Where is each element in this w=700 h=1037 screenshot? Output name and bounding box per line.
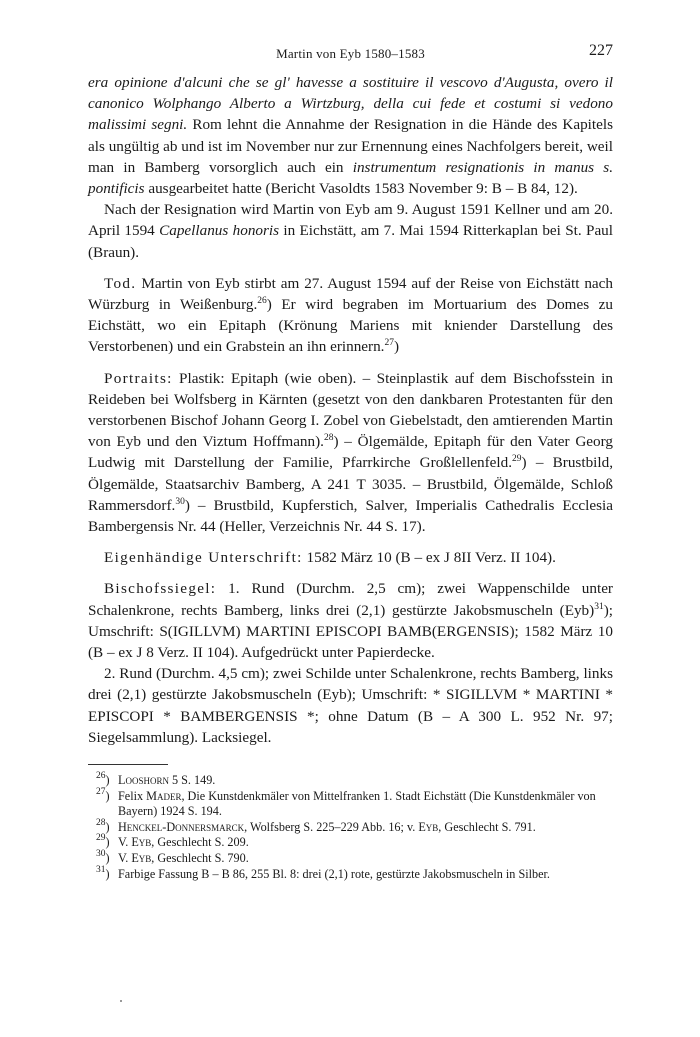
paragraph-text: 2. Rund (Durchm. 4,5 cm); zwei Schilde unter Schalenkrone, rechts Bamberg, links drei (2,1) gestürzte Jakobsmuscheln (Eyb); Umschrift: * SIGILLVM * MARTINI * EPISCOPI * BAMBERGENSIS *; ohne Datum (B – A 300 L. 952 Nr. 97; Siegelsammlung). Lacksiegel. — [88, 665, 613, 746]
paragraph-text: in Eichstätt, am 7. Mai 1594 Ritterkaplan bei St. Paul (Braun). — [88, 222, 614, 261]
footnote-27: $^{27}$) Felix Mader, Die Kunstdenkmäler von Mittelfranken 1. Stadt Eichstätt (Die Kunstdenkmäler von Bayern) 1924 S. 194. — [96, 786, 596, 819]
footnote-number: 28 — [96, 817, 106, 828]
paragraph-seal-1 — [88, 578, 613, 663]
section-label-portraits: Portraits: — [104, 369, 173, 387]
footnote-text: , Wolfsberg S. 225–229 Abb. 16; v. — [244, 819, 419, 834]
paragraph-text: Martin von Eyb stirbt am 27. August 1594 auf der Reise von Eichstätt nach Würzburg in Weißenburg. — [88, 274, 613, 314]
footnote-number: 29 — [96, 833, 106, 844]
paragraph-text: ) – Ölgemälde, Epitaph für den Vater Georg Ludwig mit Darstellung der Familie, Pfarrkirche Großlellenfeld. — [88, 433, 613, 472]
section-label-tod: Tod. — [104, 274, 137, 292]
book-page — [88, 42, 613, 882]
footnote-author: Henckel-Donnersmarck — [118, 819, 245, 834]
scan-speck — [120, 1000, 122, 1002]
footnote-30: $^{30}$) V. Eyb, Geschlecht S. 790. — [96, 849, 249, 866]
footnote-28: $^{28}$) Henckel-Donnersmarck, Wolfsberg S. 225–229 Abb. 16; v. Eyb, Geschlecht S. 791. — [96, 817, 536, 834]
footnote-text: , Die Kunstdenkmäler von Mittelfranken 1. Stadt Eichstätt (Die Kunstdenkmäler von Bayern) 1924 S. 194. — [118, 788, 596, 819]
footnote-number: 27 — [96, 786, 106, 797]
footnote-31: $^{31}$) Farbige Fassung B – B 86, 255 Bl. 8: drei (2,1) rote, gestürzte Jakobsmuscheln in Silber. — [96, 864, 550, 881]
footnote-author: Mader — [146, 788, 182, 803]
footnote-ref[interactable]: 27 — [384, 338, 394, 349]
footnote-ref[interactable]: 28 — [323, 433, 334, 444]
section-label-signature: Eigenhändige Unterschrift: — [104, 549, 303, 567]
paragraph-text: ); Umschrift: S(IGILLVM) MARTINI EPISCOPI BAMB(ERGENSIS); 1582 März 10 (B – ex J 8 Verz. II 104). Aufgedrückt unter Papierdecke. — [88, 601, 613, 662]
paragraph-text: Rom lehnt die Annahme der Resignation in die Hände des Kapitels als ungültig ab und ist im November nur zur Ernennung eines Nachfolgers bereit, weil man in Bamberg vorsorglich auch ein — [88, 116, 613, 176]
paragraph-text: 1582 März 10 (B – ex J 8II Verz. II 104). — [302, 549, 556, 567]
main-text — [88, 72, 613, 748]
paragraph-death — [88, 273, 613, 358]
footnote-number: 30 — [96, 849, 106, 860]
paragraph-text: 1. Rund (Durchm. 2,5 cm); zwei Wappenschilde unter Schalenkrone, rechts Bamberg, links drei (2,1) gestürzte Jakobsmuscheln (Eyb) — [88, 580, 613, 619]
paragraph-text: Plastik: Epitaph (wie oben). – Steinplastik auf dem Bischofsstein in Reideben bei Wolfsberg in Kärnten (gesetzt von den dankbaren Protestanten für den verstorbenen Bischof Johann Georg I. Zobel von Giebelstadt, den amtierenden Martin von Eyb und den Viztum Hoffmann). — [88, 369, 613, 451]
footnote-author: Eyb — [131, 835, 152, 850]
page-number: 227 — [589, 42, 613, 59]
footnote-text: , Geschlecht S. 209. — [151, 835, 249, 850]
paragraph-text: ) — [393, 338, 400, 356]
running-title: Martin von Eyb 1580–1583 — [276, 46, 425, 61]
footnote-26: $^{26}$) Looshorn 5 S. 149. — [96, 771, 216, 788]
paragraph-signature — [88, 547, 613, 568]
footnote-text: 5 S. 149. — [168, 773, 216, 788]
paragraph-text: ) – Brustbild, Ölgemälde, Staatsarchiv Bamberg, A 241 T 3035. – Brustbild, Ölgemälde, Schloß Rammersdorf. — [88, 454, 613, 514]
footnote-ref[interactable]: 31 — [594, 601, 604, 612]
paragraph-text: ausgearbeitet hatte (Bericht Vasoldts 1583 November 9: B – B 84, 12). — [144, 180, 578, 198]
footnote-divider — [88, 764, 168, 765]
footnote-ref[interactable]: 26 — [257, 296, 267, 307]
paragraph-text: Nach der Resignation wird Martin von Eyb am 9. August 1591 Kellner und am 20. April 1594 — [88, 201, 613, 240]
footnotes — [88, 773, 613, 882]
footnote-ref[interactable]: 29 — [512, 454, 522, 465]
footnote-number: 26 — [96, 771, 106, 782]
footnote-text: Felix — [118, 788, 147, 803]
footnote-ref[interactable]: 30 — [175, 496, 185, 507]
paragraph-text: ) – Brustbild, Kupferstich, Salver, Imperialis Cathedralis Ecclesia Bambergensis Nr. 44 (Heller, Verzeichnis Nr. 44 S. 17). — [88, 496, 613, 536]
latin-phrase: Capellanus honoris — [159, 222, 280, 240]
footnote-text: , Geschlecht S. 791. — [438, 819, 536, 834]
footnote-text: , Geschlecht S. 790. — [151, 851, 249, 866]
page-header — [88, 42, 613, 66]
italian-quote: era opinione d'alcuni che se gl' havesse a sostituire il vescovo d'Augusta, overo il canonico Wolphango Alberto a Wirtzburg, della cui fede et costumi si vedono malissimi segni. — [88, 74, 613, 134]
paragraph-after-resignation — [88, 199, 613, 263]
footnote-author: Looshorn — [118, 773, 169, 788]
footnote-text: V. — [118, 851, 132, 866]
paragraph-text: ) Er wird begraben im Mortuarium des Domes zu Eichstätt, wo ein Epitaph (Krönung Mariens mit kniender Darstellung des Verstorbenen) und ein Grabstein an ihn erinnern. — [88, 296, 614, 356]
paragraph-portraits — [88, 368, 613, 538]
paragraph-seal-2 — [88, 663, 613, 748]
footnote-text: V. — [118, 835, 132, 850]
section-label-seal: Bischofssiegel: — [104, 580, 217, 598]
latin-phrase: instrumentum resignationis in manus s. pontificis — [88, 158, 614, 198]
paragraph-quote-continuation — [88, 72, 613, 199]
footnote-29: $^{29}$) V. Eyb, Geschlecht S. 209. — [96, 833, 249, 850]
footnote-author: Eyb — [131, 851, 152, 866]
footnote-text: Farbige Fassung B – B 86, 255 Bl. 8: drei (2,1) rote, gestürzte Jakobsmuscheln in Silber. — [118, 866, 550, 881]
footnote-number: 31 — [96, 864, 106, 875]
footnote-author: Eyb — [418, 819, 439, 834]
